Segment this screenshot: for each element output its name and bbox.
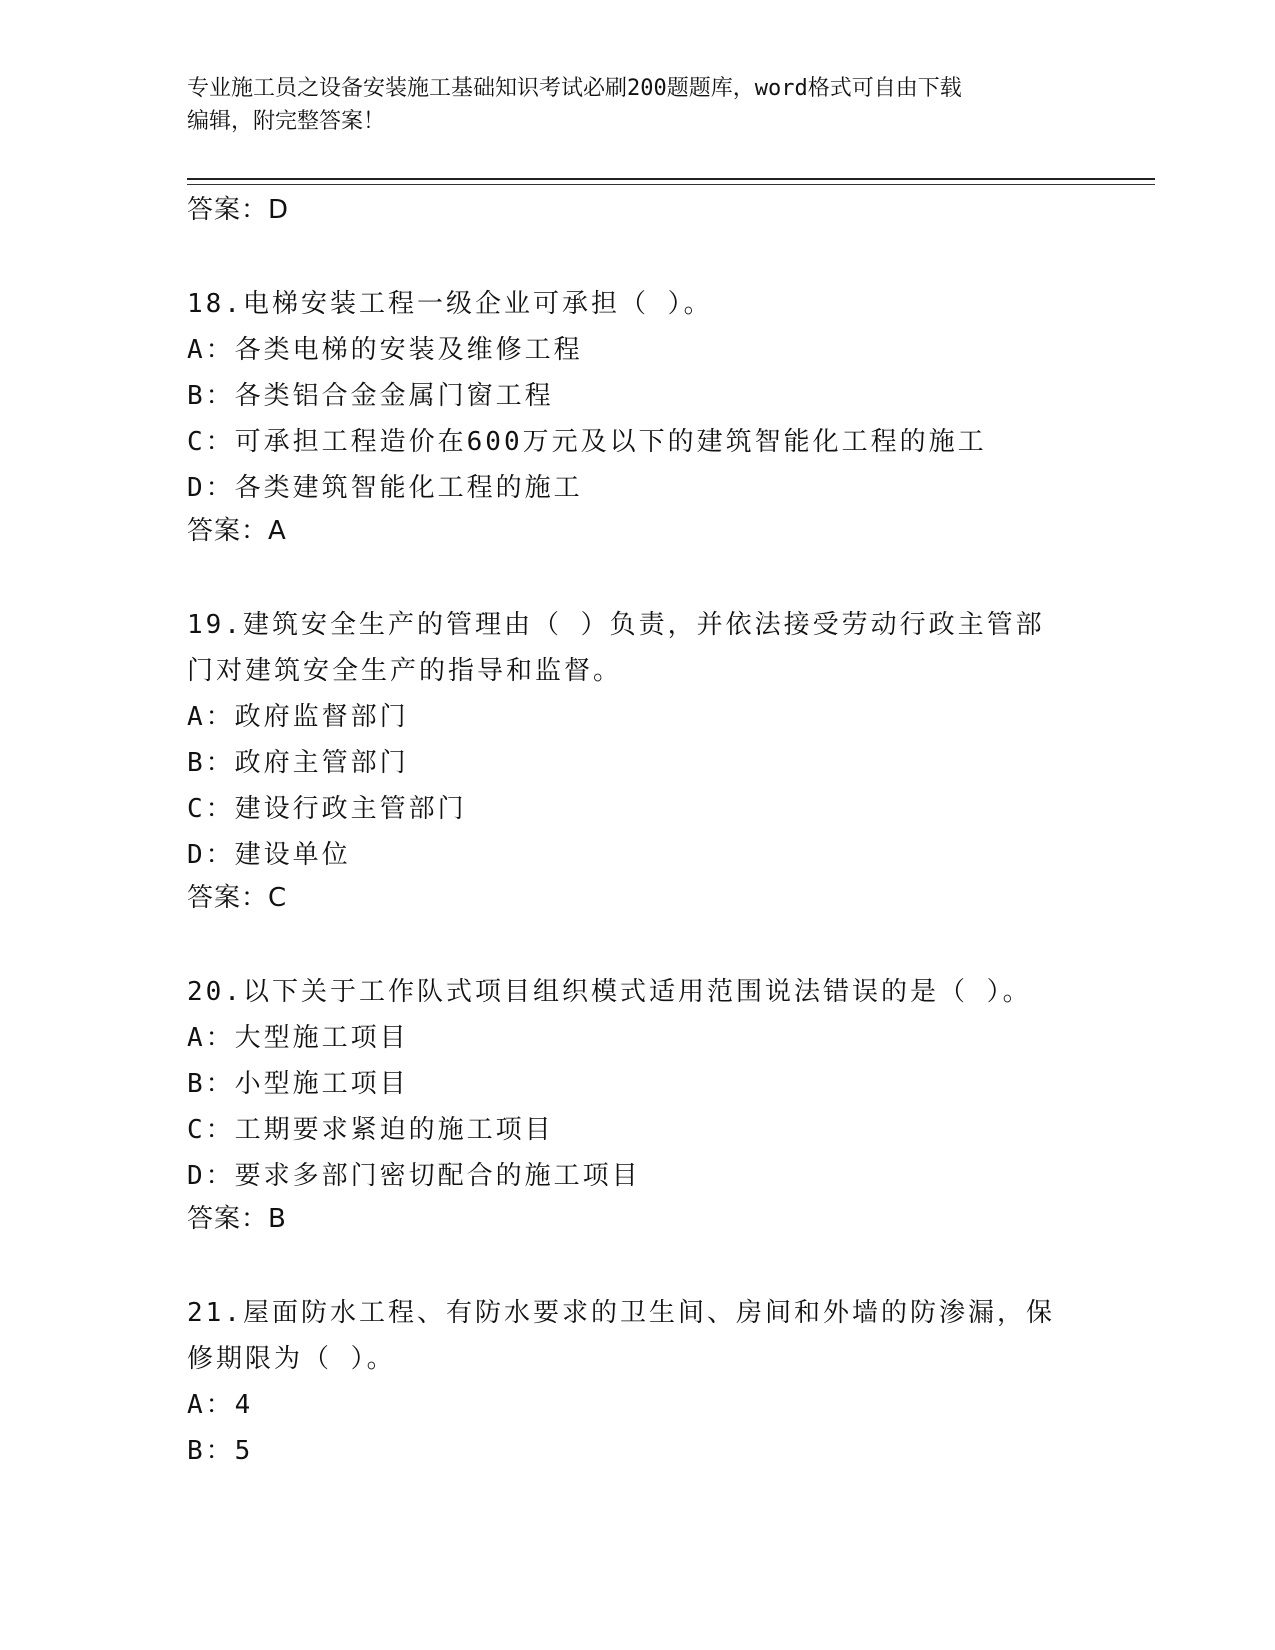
previous-answer: 答案：D — [187, 195, 290, 225]
spacer — [187, 1245, 1087, 1290]
option-d: D：要求多部门密切配合的施工项目 — [187, 1161, 641, 1191]
header-title-line-2: 编辑，附完整答案！ — [187, 109, 386, 134]
question-block — [187, 281, 1087, 557]
question-block — [187, 602, 1087, 924]
option-c: C：建设行政主管部门 — [187, 794, 467, 824]
question-block — [187, 969, 1087, 1245]
option-d: D：建设单位 — [187, 840, 351, 870]
answer-line: 答案：B — [187, 1204, 287, 1234]
question-text: 18.电梯安装工程一级企业可承担（ ）。 — [187, 289, 713, 319]
question-text: 21.屋面防水工程、有防水要求的卫生间、房间和外墙的防渗漏，保修期限为（ ）。 — [187, 1298, 1055, 1374]
option-b: B：5 — [187, 1436, 254, 1466]
option-d: D：各类建筑智能化工程的施工 — [187, 473, 583, 503]
option-b: B：政府主管部门 — [187, 748, 409, 778]
option-b: B：各类铝合金金属门窗工程 — [187, 381, 554, 411]
question-text: 19.建筑安全生产的管理由（ ）负责，并依法接受劳动行政主管部门对建筑安全生产的指导和监督。 — [187, 610, 1045, 686]
answer-line: 答案：C — [187, 883, 288, 913]
spacer — [187, 924, 1087, 969]
option-a: A：大型施工项目 — [187, 1023, 409, 1053]
option-a: A：4 — [187, 1390, 254, 1420]
header-divider-thin — [187, 184, 1155, 185]
question-text: 20.以下关于工作队式项目组织模式适用范围说法错误的是（ ）。 — [187, 977, 1032, 1007]
answer-line: 答案：A — [187, 516, 287, 546]
header-divider-thick — [187, 178, 1155, 180]
option-a: A：各类电梯的安装及维修工程 — [187, 335, 583, 365]
question-block — [187, 1290, 1087, 1474]
option-c: C：工期要求紧迫的施工项目 — [187, 1115, 554, 1145]
option-b: B：小型施工项目 — [187, 1069, 409, 1099]
spacer — [187, 557, 1087, 602]
header-title-line-1: 专业施工员之设备安装施工基础知识考试必刷200题题库，word格式可自由下载 — [187, 76, 962, 101]
option-a: A：政府监督部门 — [187, 702, 409, 732]
option-c: C：可承担工程造价在600万元及以下的建筑智能化工程的施工 — [187, 427, 987, 457]
spacer — [187, 236, 1087, 281]
question-list — [187, 190, 1087, 1474]
document-header — [187, 72, 1067, 138]
